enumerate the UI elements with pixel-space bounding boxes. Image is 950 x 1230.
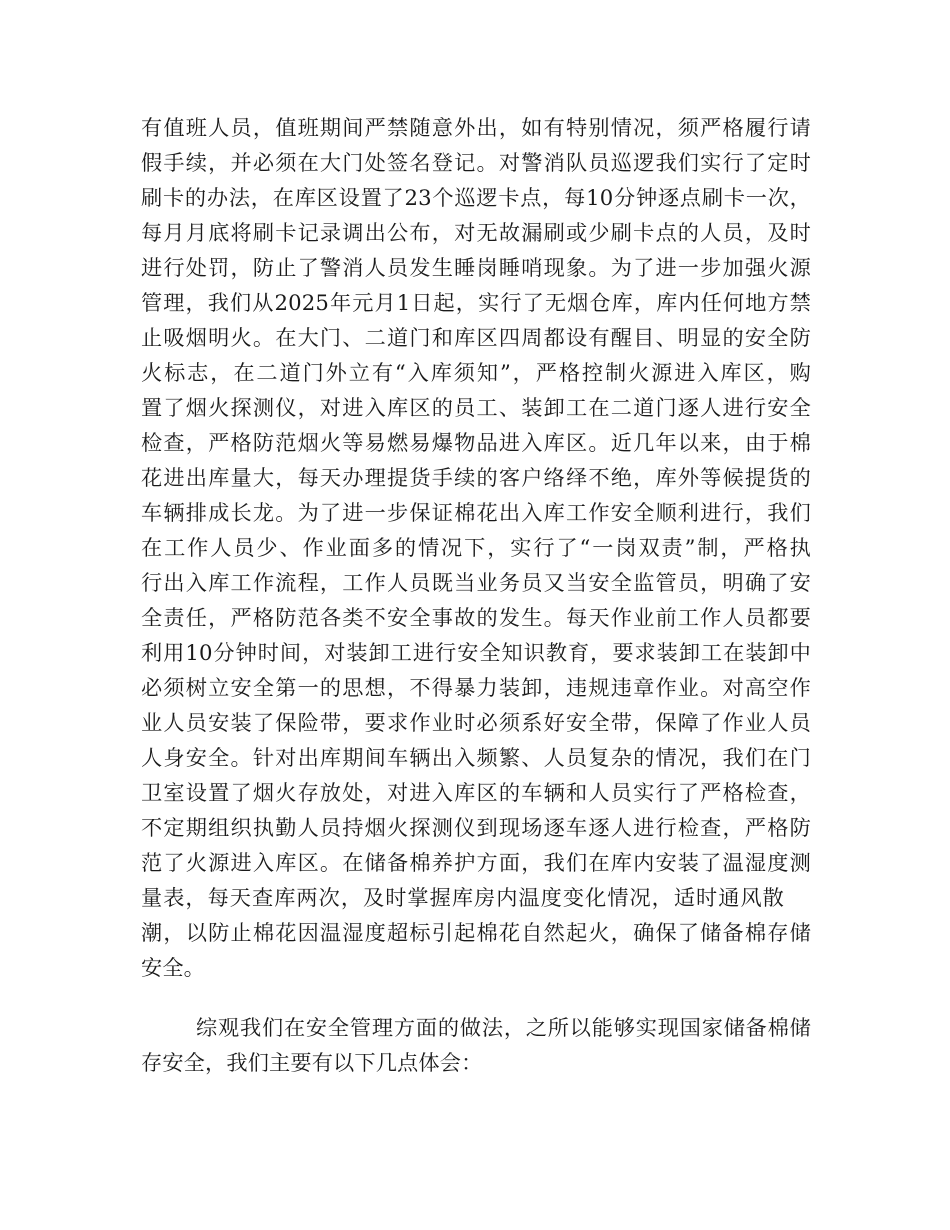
paragraph-1-line-24: 潮，以防止棉花因温湿度超标引起棉花自然起火，确保了储备棉存储 (141, 920, 811, 945)
paragraph-1-line-1: 有值班人员，值班期间严禁随意外出，如有特别情况，须严格履行请 (141, 115, 811, 140)
paragraph-1-line-23: 量表，每天查库两次，及时掌握库房内温度变化情况，适时通风散 (141, 885, 784, 910)
paragraph-1-line-3: 刷卡的办法，在库区设置了23个巡逻卡点，每10分钟逐点刷卡一次， (141, 185, 811, 210)
paragraph-1-line-7: 止吸烟明火。在大门、二道门和库区四周都设有醒目、明显的安全防 (141, 325, 811, 350)
paragraph-1-line-9: 置了烟火探测仪，对进入库区的员工、装卸工在二道门逐人进行安全 (141, 395, 811, 420)
paragraph-1-line-6: 管理，我们从2025年元月1日起，实行了无烟仓库，库内任何地方禁 (141, 290, 811, 315)
paragraph-1-line-2: 假手续，并必须在大门处签名登记。对警消队员巡逻我们实行了定时 (141, 150, 811, 175)
paragraph-1-line-22: 范了火源进入库区。在储备棉养护方面，我们在库内安装了温湿度测 (141, 850, 811, 875)
paragraph-1-line-25: 安全。 (141, 955, 206, 980)
paragraph-1-line-21: 不定期组织执勤人员持烟火探测仪到现场逐车逐人进行检查，严格防 (141, 815, 811, 840)
paragraph-1-line-20: 卫室设置了烟火存放处，对进入库区的车辆和人员实行了严格检查， (141, 780, 811, 805)
paragraph-1-line-13: 在工作人员少、作业面多的情况下，实行了“一岗双责”制，严格执 (141, 535, 811, 560)
paragraph-1-line-12: 车辆排成长龙。为了进一步保证棉花出入库工作安全顺利进行，我们 (141, 500, 811, 525)
paragraph-1-line-4: 每月月底将刷卡记录调出公布，对无故漏刷或少刷卡点的人员，及时 (141, 220, 811, 245)
paragraph-2-line-2: 存安全，我们主要有以下几点体会： (141, 1050, 483, 1075)
paragraph-1-line-14: 行出入库工作流程，工作人员既当业务员又当安全监管员，明确了安 (141, 570, 811, 595)
paragraph-1-line-16: 利用10分钟时间，对装卸工进行安全知识教育，要求装卸工在装卸中 (141, 640, 811, 665)
paragraph-1-line-8: 火标志，在二道门外立有“入库须知”，严格控制火源进入库区，购 (141, 360, 811, 385)
paragraph-1-line-19: 人身安全。针对出库期间车辆出入频繁、人员复杂的情况，我们在门 (141, 745, 811, 770)
paragraph-1-line-18: 业人员安装了保险带，要求作业时必须系好安全带，保障了作业人员 (141, 710, 811, 735)
paragraph-1-line-17: 必须树立安全第一的思想，不得暴力装卸，违规违章作业。对高空作 (141, 675, 811, 700)
paragraph-1-line-11: 花进出库量大，每天办理提货手续的客户络绎不绝，库外等候提货的 (141, 465, 811, 490)
paragraph-2-line-1: 综观我们在安全管理方面的做法，之所以能够实现国家储备棉储 (196, 1015, 811, 1040)
paragraph-1-line-15: 全责任，严格防范各类不安全事故的发生。每天作业前工作人员都要 (141, 605, 811, 630)
paragraph-1-line-5: 进行处罚，防止了警消人员发生睡岗睡哨现象。为了进一步加强火源 (141, 255, 811, 280)
paragraph-1-line-10: 检查，严格防范烟火等易燃易爆物品进入库区。近几年以来，由于棉 (141, 430, 811, 455)
